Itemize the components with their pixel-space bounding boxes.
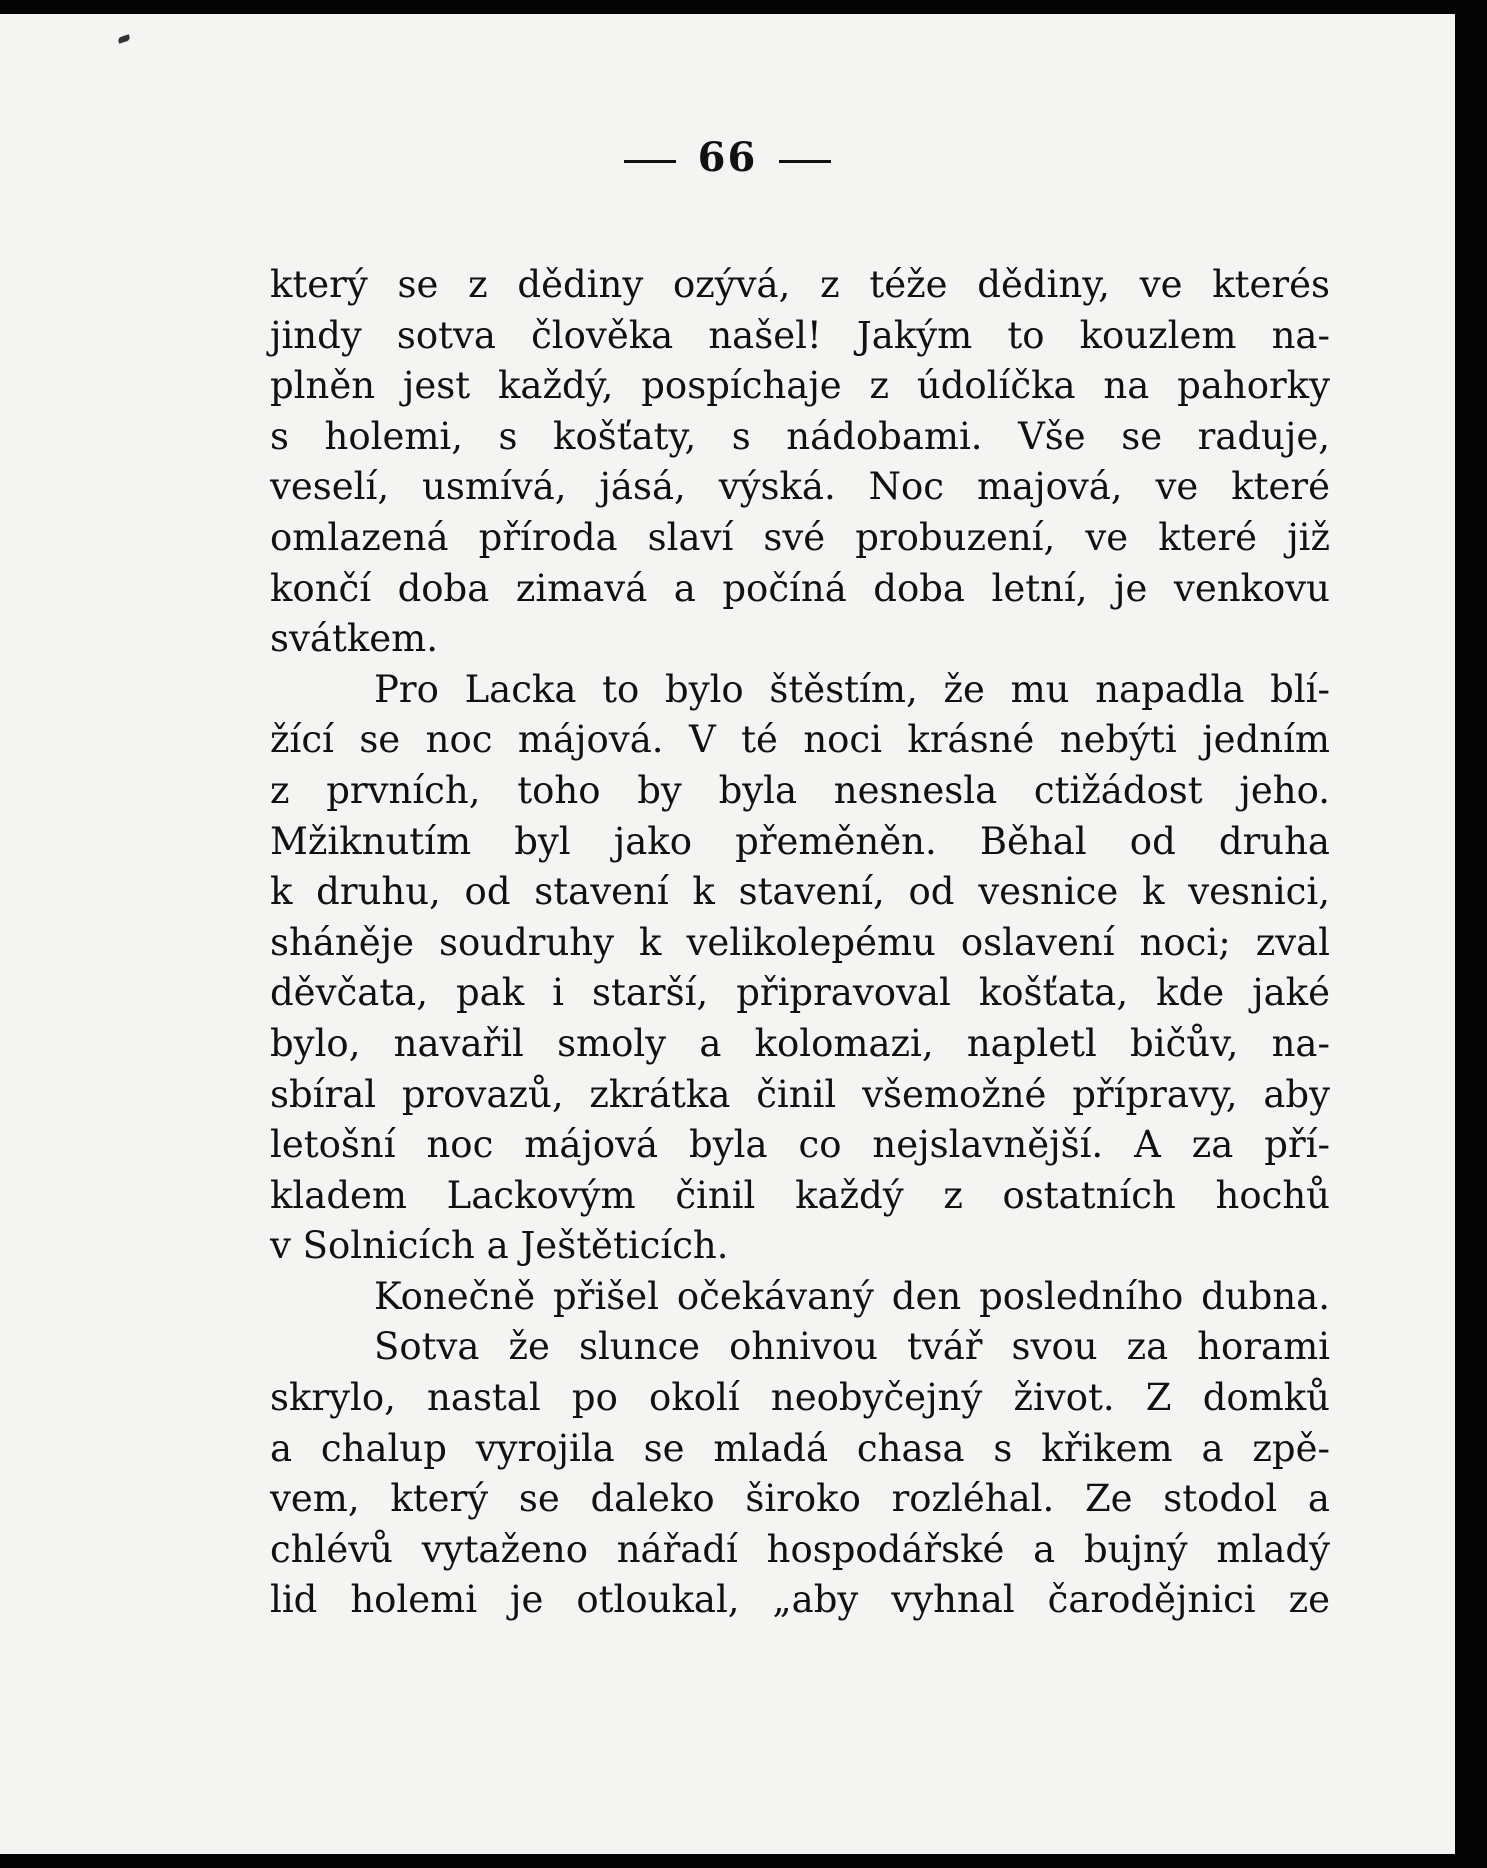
text-line: bylo, navařil smoly a kolomazi, napletl bičův, na- [270,1021,1330,1065]
body-text [270,260,1330,1626]
text-line: s holemi, s košťaty, s nádobami. Vše se raduje, [270,414,1330,458]
paragraph-start-line: Pro Lacka to bylo štěstím, že mu napadla blí- [374,667,1330,711]
text-line: k druhu, od stavení k stavení, od vesnice k vesnici, [270,870,1330,914]
text-line: skrylo, nastal po okolí neobyčejný život. Z domků [270,1376,1330,1420]
text-line: veselí, usmívá, jásá, výská. Noc majová, ve které [270,465,1330,509]
text-line: děvčata, pak i starší, připravoval košťata, kde jaké [270,971,1330,1015]
text-line: plněn jest každý, pospíchaje z údolíčka na pahorky [270,364,1330,408]
header-dash-right [779,160,831,163]
text-line: a chalup vyrojila se mladá chasa s křikem a zpě- [270,1426,1330,1470]
header-dash-left [624,160,676,163]
text-line: omlazená příroda slaví své probuzení, ve které již [270,515,1330,559]
text-line: sháněje soudruhy k velikolepému oslavení noci; zval [270,920,1330,964]
text-line: z prvních, toho by byla nesnesla ctižádost jeho. [270,768,1330,812]
text-line: svátkem. [270,617,438,661]
page-number-header [0,134,1455,181]
text-line: letošní noc májová byla co nejslavnější. A za pří- [270,1123,1330,1167]
text-line: chlévů vytaženo nářadí hospodářské a bujný mladý [270,1527,1330,1571]
text-line: končí doba zimavá a počíná doba letní, je venkovu [270,566,1330,610]
book-page [0,14,1455,1854]
text-line: v Solnicích a Ještěticích. [270,1224,729,1268]
page-number: 66 [697,134,758,181]
paragraph-start-line: Konečně přišel očekávaný den posledního dubna. [374,1274,1330,1318]
text-line: kladem Lackovým činil každý z ostatních hochů [270,1173,1330,1217]
text-line: vem, který se daleko široko rozléhal. Ze stodol a [270,1477,1330,1521]
scan-speck [117,34,130,43]
paragraph-start-line: Sotva že slunce ohnivou tvář svou za horami [374,1325,1330,1369]
text-line: lid holemi je otloukal, „aby vyhnal čarodějnici ze [270,1578,1330,1622]
text-line: Mžiknutím byl jako přeměněn. Běhal od druha [270,819,1330,863]
text-line: jindy sotva člověka našel! Jakým to kouzlem na- [270,313,1330,357]
text-line: sbíral provazů, zkrátka činil všemožné přípravy, aby [270,1072,1330,1116]
text-line: žící se noc májová. V té noci krásné nebýti jedním [270,718,1330,762]
text-line: který se z dědiny ozývá, z téže dědiny, ve kterés [270,263,1330,306]
